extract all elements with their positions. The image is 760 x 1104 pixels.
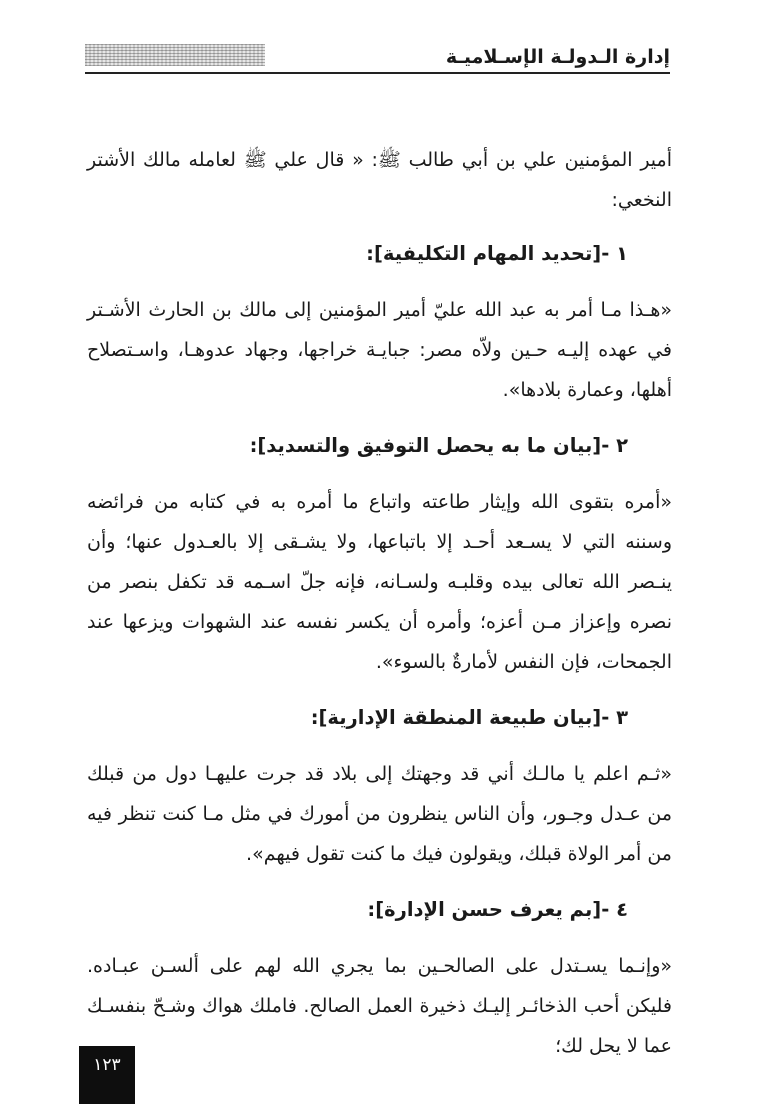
page-body	[87, 140, 672, 1082]
section-heading: ٤ -[بم يعرف حسن الإدارة]:	[367, 898, 628, 921]
page-number: ١٢٣	[93, 1055, 121, 1075]
section-heading: ٢ -[بيان ما به يحصل التوفيق والتسديد]:	[249, 434, 628, 457]
page-header	[85, 40, 670, 74]
section-quote: «ثـم اعلم يا مالـك أني قد وجهتك إلى بلاد قد جرت عليهـا دول من قبلك من عـدل وجـور، وأن الناس ينظرون من أمورك في مثل مـا كنت تنظر فيه من أمر الولاة قبلك، ويقولون فيك ما كنت تقول فيهم».	[87, 763, 672, 865]
intro-paragraph: أمير المؤمنين علي بن أبي طالب ﷺ: « قال علي ﷺ لعامله مالك الأشتر النخعي:	[87, 149, 672, 211]
section-quote: «وإنـما يسـتدل على الصالحـين بما يجري الله لهم على ألسـن عبـاده. فليكن أحب الذخائـر إليـك ذخيرة العمل الصالح. فاملك هواك وشـحّ بنفسـك عما لا يحل لك؛	[87, 955, 672, 1057]
running-title: إدارة الـدولـة الإسـلاميـة	[445, 46, 670, 68]
section-heading: ٣ -[بيان طبيعة المنطقة الإدارية]:	[310, 706, 628, 729]
header-decoration	[85, 44, 265, 66]
header-rule	[85, 72, 670, 74]
section-quote: «هـذا مـا أمر به عبد الله عليّ أمير المؤمنين إلى مالك بن الحارث الأشـتر في عهده إليـه حـين ولاّه مصر: جبايـة خراجها، وجهاد عدوهـا، واسـتصلاح أهلها، وعمارة بلادها».	[87, 299, 672, 401]
section-quote: «أمره بتقوى الله وإيثار طاعته واتباع ما أمره به في كتابه من فرائضه وسننه التي لا يسـعد أحـد إلا باتباعها، ولا يشـقى إلا بالعـدول عنها؛ وأن ينـصر الله تعالى بيده وقلبـه ولسـانه، فإنه جلّ اسـمه قد تكفل بنصر من نصره وإعزاز مـن أعزه؛ وأمره أن يكسر نفسه عند الشهوات ويزعها عند الجمحات، فإن النفس لأمارةٌ بالسوء».	[87, 491, 672, 673]
section-heading: ١ -[تحديد المهام التكليفية]:	[366, 242, 628, 265]
